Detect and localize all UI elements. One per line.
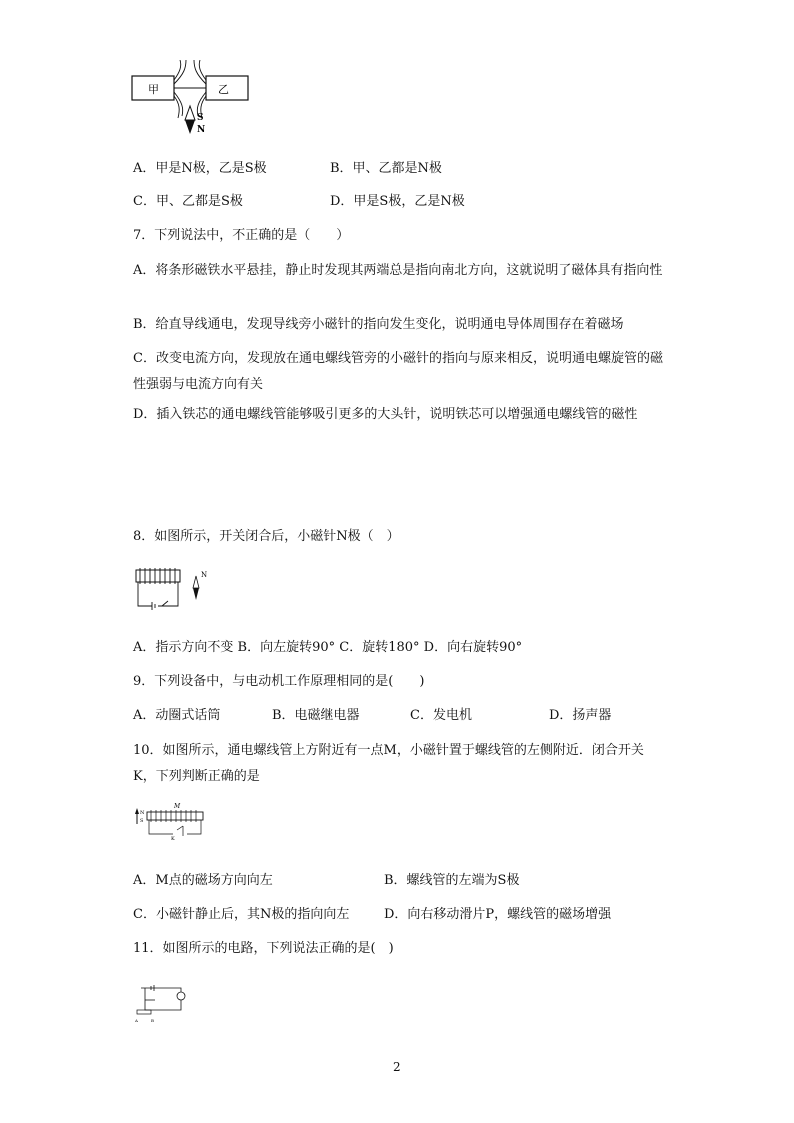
q6-option-c: C．甲、乙都是S极	[133, 194, 243, 209]
q6-option-d: D．甲是S极，乙是N极	[330, 194, 465, 209]
q11-stem: 11．如图所示的电路，下列说法正确的是( )	[133, 941, 394, 956]
label-n: N	[197, 125, 206, 135]
q8-stem: 8．如图所示，开关闭合后，小磁针N极（ ）	[133, 529, 400, 544]
q10-option-a: A．M点的磁场方向向左	[133, 873, 273, 888]
q10-label-k: K	[171, 836, 175, 840]
q7-option-a: A．将条形磁铁水平悬挂，静止时发现其两端总是指向南北方向，这就说明了磁体具有指向性	[133, 263, 663, 278]
q10-label-n: N	[140, 810, 145, 816]
q9-option-a: A．动圈式话筒	[133, 708, 221, 723]
q7-option-c: C．改变电流方向，发现放在通电螺线管旁的小磁针的指向与原来相反，说明通电螺旋管的磁性强弱与电流方向有关	[133, 351, 663, 392]
q11-label-a: A	[135, 1018, 138, 1023]
q9-option-b: B．电磁继电器	[272, 708, 360, 723]
q10-solenoid-figure	[131, 800, 211, 840]
q9-option-c: C．发电机	[410, 708, 472, 723]
q11-label-b: B	[151, 1018, 154, 1023]
q8-label-n: N	[201, 571, 208, 579]
q11-circuit-figure	[131, 980, 191, 1024]
q9-stem: 9．下列设备中，与电动机工作原理相同的是( )	[133, 674, 425, 689]
q8-options: A．指示方向不变 B．向左旋转90° C．旋转180° D．向右旋转90°	[133, 640, 523, 655]
q6-magnet-figure	[130, 60, 250, 140]
q6-option-b: B．甲、乙都是N极	[330, 161, 442, 176]
q10-option-b: B．螺线管的左端为S极	[384, 873, 520, 888]
label-s: S	[197, 113, 204, 123]
label-jia: 甲	[148, 83, 159, 96]
q10-option-c: C．小磁针静止后，其N极的指向向左	[133, 907, 350, 922]
q7-option-d: D．插入铁芯的通电螺线管能够吸引更多的大头针，说明铁芯可以增强通电螺线管的磁性	[133, 407, 638, 422]
q7-option-b: B．给直导线通电，发现导线旁小磁针的指向发生变化，说明通电导体周围存在着磁场	[133, 317, 624, 332]
q10-label-m: M	[174, 803, 181, 810]
q9-option-d: D．扬声器	[549, 708, 612, 723]
q10-option-d: D．向右移动滑片P，螺线管的磁场增强	[384, 907, 612, 922]
label-yi: 乙	[218, 83, 229, 96]
page-number: 2	[393, 1060, 401, 1074]
q10-stem: 10．如图所示，通电螺线管上方附近有一点M，小磁针置于螺线管的左侧附近．闭合开关K，下列判断正确的是	[133, 743, 644, 784]
q8-solenoid-figure	[132, 566, 212, 612]
q6-option-a: A．甲是N极，乙是S极	[133, 161, 267, 176]
q10-label-s: S	[140, 818, 144, 824]
q7-stem: 7．下列说法中，不正确的是（ ）	[133, 228, 350, 243]
